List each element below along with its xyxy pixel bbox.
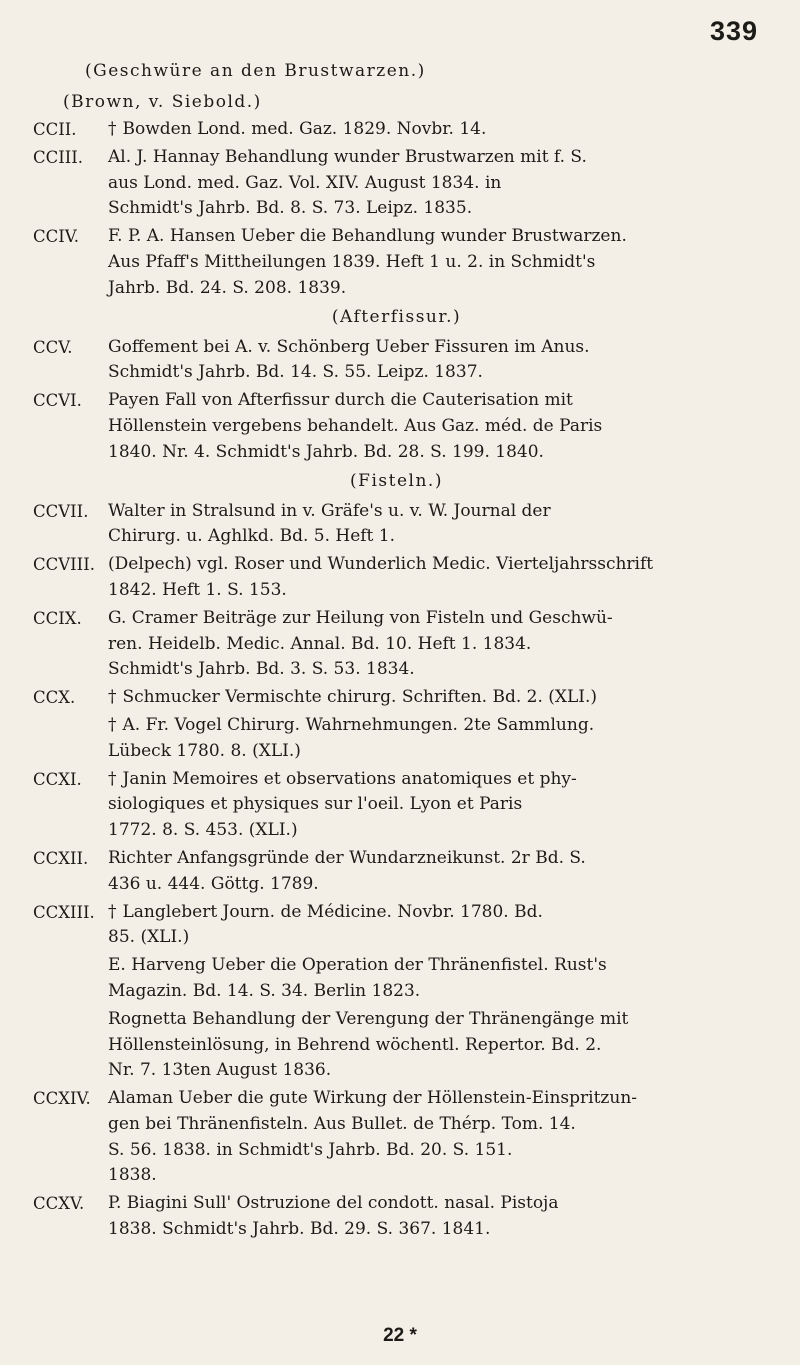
entry-text: 1840. Nr. 4. Schmidt's Jahrb. Bd. 28. S. 199. 1840. xyxy=(108,441,544,462)
entry-body xyxy=(108,767,760,844)
entry-text: Schmidt's Jahrb. Bd. 8. S. 73. Leipz. 1835. xyxy=(108,198,473,219)
entry-body xyxy=(108,552,760,604)
entry-text: Payen Fall von Afterfissur durch die Cauterisation mit xyxy=(108,390,573,411)
entry-line xyxy=(108,1138,760,1164)
entry-line xyxy=(108,440,760,466)
entry-line xyxy=(108,499,760,525)
entry-group-brustwarzen xyxy=(33,117,760,302)
entry-text: siologiques et physiques sur l'oeil. Lyon et Paris xyxy=(108,794,523,815)
entry-line xyxy=(108,739,760,765)
entry-line xyxy=(108,713,760,739)
entry-line xyxy=(108,685,760,711)
entry-line xyxy=(108,1163,760,1189)
entry-text: ren. Heidelb. Medic. Annal. Bd. 10. Heft 1. 1834. xyxy=(108,633,532,654)
entry-line xyxy=(108,388,760,414)
entry-text: 1772. 8. S. 453. (XLI.) xyxy=(108,820,298,841)
entry-line xyxy=(108,1033,760,1059)
dagger-mark: † xyxy=(108,768,117,789)
entry-line xyxy=(108,1112,760,1138)
entry-text: F. P. A. Hansen Ueber die Behandlung wunder Brustwarzen. xyxy=(108,226,627,247)
entry-numeral: CCVIII. xyxy=(33,555,95,575)
entry-line xyxy=(108,818,760,844)
catchword: 22 * xyxy=(383,1325,417,1346)
entry-line xyxy=(108,1007,760,1033)
entry-line xyxy=(108,900,760,926)
bibliography-entry xyxy=(33,900,760,952)
entry-body xyxy=(108,388,760,465)
entry-numeral: CCIV. xyxy=(33,227,80,247)
entry-body xyxy=(108,224,760,301)
entry-line xyxy=(108,606,760,632)
entry-text: A. Fr. Vogel Chirurg. Wahrnehmungen. 2te Sammlung. xyxy=(122,714,595,735)
entry-line xyxy=(108,632,760,658)
entry-text: Schmucker Vermischte chirurg. Schriften. Bd. 2. (XLI.) xyxy=(122,687,598,708)
bibliography-entry xyxy=(33,685,760,711)
entry-body xyxy=(108,335,760,387)
bibliography-entry xyxy=(33,335,760,387)
entry-body xyxy=(108,846,760,898)
entry-body xyxy=(108,1191,760,1243)
entry-line xyxy=(108,552,760,578)
entry-text: Schmidt's Jahrb. Bd. 3. S. 53. 1834. xyxy=(108,659,415,680)
bibliography-entry xyxy=(33,846,760,898)
entry-line xyxy=(108,1217,760,1243)
entry-text: Janin Memoires et observations anatomiques et phy- xyxy=(122,768,577,789)
entry-sub-ccxiii xyxy=(108,1007,760,1084)
entry-line xyxy=(108,117,760,143)
entry-body xyxy=(108,900,760,952)
entry-text: Alaman Ueber die gute Wirkung der Höllenstein-Einspritzun- xyxy=(108,1088,638,1109)
entry-line xyxy=(108,872,760,898)
entry-text: Walter in Stralsund in v. Gräfe's u. v. W. Journal der xyxy=(108,500,551,521)
entry-text: P. Biagini Sull' Ostruzione del condott. nasal. Pistoja xyxy=(108,1193,559,1214)
entry-line xyxy=(108,578,760,604)
bibliography-entry xyxy=(33,1086,760,1189)
entry-line xyxy=(108,1058,760,1084)
entry-sub-ccxiii xyxy=(108,953,760,1005)
entry-text: Schmidt's Jahrb. Bd. 14. S. 55. Leipz. 1837. xyxy=(108,362,483,383)
entry-line xyxy=(108,953,760,979)
entry-line xyxy=(108,767,760,793)
entry-text: gen bei Thränenfisteln. Aus Bullet. de Thérp. Tom. 14. xyxy=(108,1113,576,1134)
entry-text: Lübeck 1780. 8. (XLI.) xyxy=(108,740,301,761)
entry-line xyxy=(108,792,760,818)
entry-text: Chirurg. u. Aghlkd. Bd. 5. Heft 1. xyxy=(108,526,396,547)
bibliography-entry xyxy=(33,767,760,844)
entry-text: 1838. xyxy=(108,1165,157,1186)
entry-numeral: CCIX. xyxy=(33,608,82,628)
entry-line xyxy=(108,196,760,222)
dagger-mark: † xyxy=(108,119,117,139)
entry-text: Jahrb. Bd. 24. S. 208. 1839. xyxy=(108,277,347,298)
entry-line xyxy=(108,657,760,683)
entry-text: Richter Anfangsgründe der Wundarzneikunst. 2r Bd. S. xyxy=(108,847,586,868)
entry-text: Goffement bei A. v. Schönberg Ueber Fissuren im Anus. xyxy=(108,336,590,357)
entry-numeral: CCXIV. xyxy=(33,1089,91,1109)
section-heading-fisteln: (Fisteln.) xyxy=(350,470,443,491)
entry-text: 85. (XLI.) xyxy=(108,927,190,948)
entry-text: Bowden Lond. med. Gaz. 1829. Novbr. 14. xyxy=(122,119,487,139)
entry-text: aus Lond. med. Gaz. Vol. XIV. August 1834. in xyxy=(108,172,502,193)
section-heading-brustwarzen: (Geschwüre an den Brustwarzen.) xyxy=(85,61,426,81)
entry-sub-ccx xyxy=(108,713,760,765)
entry-text: Al. J. Hannay Behandlung wunder Brustwarzen mit f. S. xyxy=(108,146,587,167)
dagger-mark: † xyxy=(108,687,117,708)
entry-group-fisteln xyxy=(33,499,760,711)
entry-line xyxy=(108,414,760,440)
entry-text: 1838. Schmidt's Jahrb. Bd. 29. S. 367. 1841. xyxy=(108,1219,491,1240)
entry-line xyxy=(108,145,760,171)
entry-text: 1842. Heft 1. S. 153. xyxy=(108,579,287,600)
entry-line xyxy=(108,1191,760,1217)
entry-numeral: CCX. xyxy=(33,688,76,708)
entry-numeral: CCXV. xyxy=(33,1194,85,1214)
entry-line xyxy=(108,925,760,951)
entry-body xyxy=(108,145,760,222)
entry-body xyxy=(108,606,760,683)
bibliography-entry xyxy=(33,388,760,465)
entry-numeral: CCXIII. xyxy=(33,902,95,922)
bibliography-entry xyxy=(33,499,760,551)
section-subheading-authors: (Brown, v. Siebold.) xyxy=(63,92,262,112)
entry-numeral: CCII. xyxy=(33,120,77,139)
bibliography-entry xyxy=(33,224,760,301)
entry-group-afterfissur xyxy=(33,335,760,466)
entry-line xyxy=(108,250,760,276)
section-heading-afterfissur: (Afterfissur.) xyxy=(331,306,462,327)
entry-numeral: CCVI. xyxy=(33,391,82,411)
entry-line xyxy=(108,224,760,250)
entry-text: G. Cramer Beiträge zur Heilung von Fisteln und Geschwü- xyxy=(108,607,613,628)
entry-text: E. Harveng Ueber die Operation der Thränenfistel. Rust's xyxy=(108,955,607,976)
entry-numeral: CCIII. xyxy=(33,147,84,167)
entry-text: Magazin. Bd. 14. S. 34. Berlin 1823. xyxy=(108,980,421,1001)
entry-body xyxy=(108,117,760,143)
entry-text: Höllenstein vergebens behandelt. Aus Gaz. méd. de Paris xyxy=(108,415,603,436)
entry-body xyxy=(108,499,760,551)
bibliography-entry xyxy=(33,145,760,222)
bibliography-entry xyxy=(33,552,760,604)
dagger-mark: † xyxy=(108,901,117,922)
entry-text: Langlebert Journ. de Médicine. Novbr. 1780. Bd. xyxy=(122,901,543,922)
page-number: 339 xyxy=(709,16,758,46)
entry-line xyxy=(108,276,760,302)
entry-line xyxy=(108,360,760,386)
entry-group-janin xyxy=(33,767,760,952)
entry-numeral: CCXI. xyxy=(33,769,82,789)
entry-text: Aus Pfaff's Mittheilungen 1839. Heft 1 u. 2. in Schmidt's xyxy=(108,251,596,272)
bibliography-entry xyxy=(33,1191,760,1243)
bibliography-entry xyxy=(33,606,760,683)
entry-text: 436 u. 444. Göttg. 1789. xyxy=(108,873,319,894)
entry-line xyxy=(108,846,760,872)
dagger-mark: † xyxy=(108,714,117,735)
entry-subs-ccxiii xyxy=(33,953,760,1084)
entry-numeral: CCV. xyxy=(33,337,73,357)
entry-text: Rognetta Behandlung der Verengung der Thränengänge mit xyxy=(108,1008,629,1029)
entry-line xyxy=(108,979,760,1005)
bibliography-entry xyxy=(33,117,760,143)
entry-line xyxy=(108,335,760,361)
entry-text: Nr. 7. 13ten August 1836. xyxy=(108,1060,332,1081)
entry-line xyxy=(108,1086,760,1112)
entry-body xyxy=(108,1086,760,1189)
entry-text: Höllensteinlösung, in Behrend wöchentl. Repertor. Bd. 2. xyxy=(108,1034,602,1055)
entry-numeral: CCXII. xyxy=(33,848,89,868)
entry-group-final xyxy=(33,1086,760,1243)
entry-line xyxy=(108,524,760,550)
entry-line xyxy=(108,171,760,197)
entry-text: S. 56. 1838. in Schmidt's Jahrb. Bd. 20. S. 151. xyxy=(108,1139,513,1160)
entry-body xyxy=(108,685,760,711)
entry-numeral: CCVII. xyxy=(33,501,89,521)
entry-text: (Delpech) vgl. Roser und Wunderlich Medic. Vierteljahrsschrift xyxy=(108,554,654,575)
